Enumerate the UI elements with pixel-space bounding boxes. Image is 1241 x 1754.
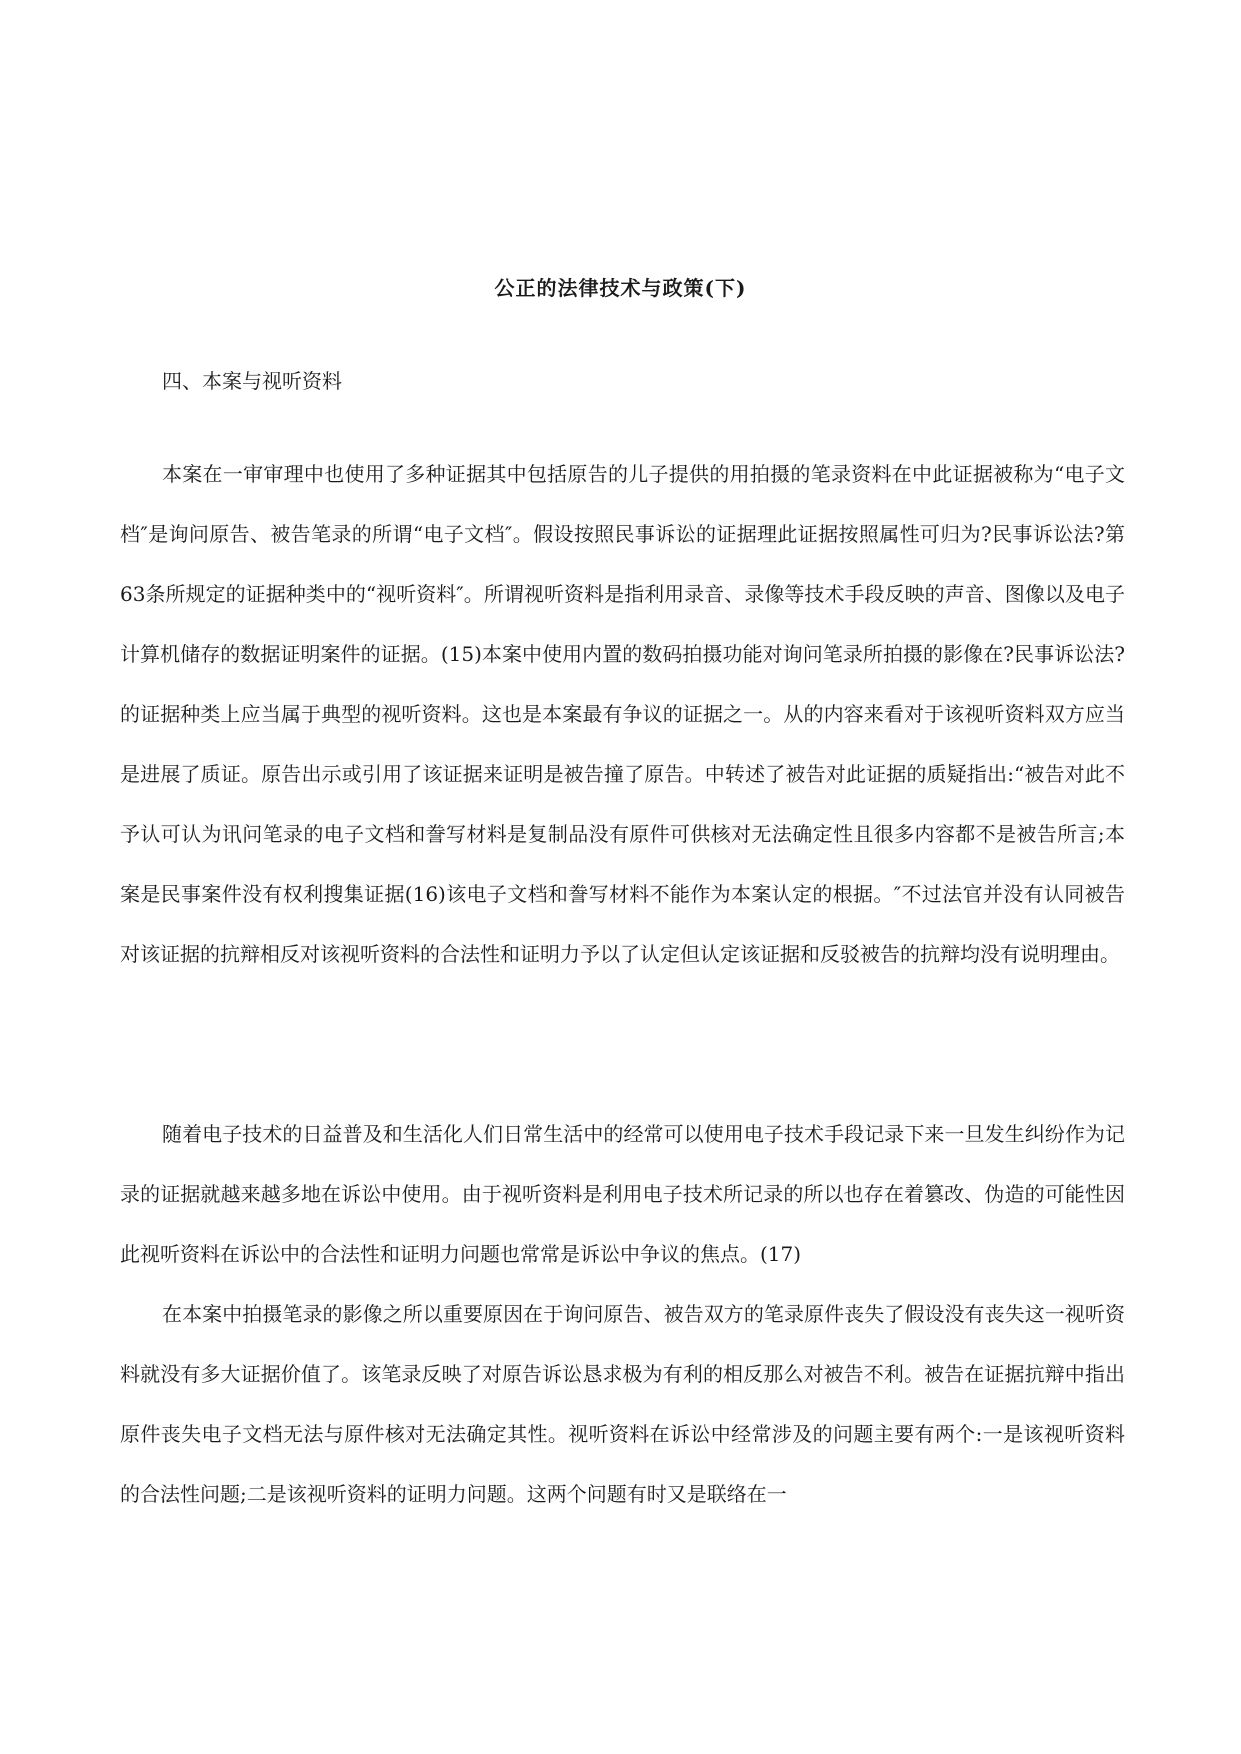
section-heading: 四、本案与视听资料 (162, 369, 342, 393)
paragraph: 随着电子技术的日益普及和生活化人们日常生活中的经常可以使用电子技术手段记录下来一旦发生纠纷作为记录的证据就越来越多地在诉讼中使用。由于视听资料是利用电子技术所记录的所以也存在着篡改、伪造的可能性因此视听资料在诉讼中的合法性和证明力问题也常常是诉讼中争议的焦点。(17) (120, 1122, 1125, 1266)
paragraph: 本案在一审审理中也使用了多种证据其中包括原告的儿子提供的用拍摄的笔录资料在中此证据被称为“电子文档″是询问原告、被告笔录的所谓“电子文档″。假设按照民事诉讼的证据理此证据按照属性可归为?民事诉讼法?第63条所规定的证据种类中的“视听资料″。所谓视听资料是指利用录音、录像等技术手段反映的声音、图像以及电子计算机储存的数据证明案件的证据。(15)本案中使用内置的数码拍摄功能对询问笔录所拍摄的影像在?民事诉讼法?的证据种类上应当属于典型的视听资料。这也是本案最有争议的证据之一。从的内容来看对于该视听资料双方应当是进展了质证。原告出示或引用了该证据来证明是被告撞了原告。中转述了被告对此证据的质疑指出:“被告对此不予认可认为讯问笔录的电子文档和誊写材料是复制品没有原件可供核对无法确定性且很多内容都不是被告所言;本案是民事案件没有权利搜集证据(16)该电子文档和誊写材料不能作为本案认定的根据。″不过法官并没有认同被告对该证据的抗辩相反对该视听资料的合法性和证明力予以了认定但认定该证据和反驳被告的抗辩均没有说明理由。 (120, 462, 1125, 966)
document-title: 公正的法律技术与政策(下) (494, 276, 747, 300)
paragraph: 在本案中拍摄笔录的影像之所以重要原因在于询问原告、被告双方的笔录原件丧失了假设没有丧失这一视听资料就没有多大证据价值了。该笔录反映了对原告诉讼恳求极为有利的相反那么对被告不利。被告在证据抗辩中指出原件丧失电子文档无法与原件核对无法确定其性。视听资料在诉讼中经常涉及的问题主要有两个:一是该视听资料的合法性问题;二是该视听资料的证明力问题。这两个问题有时又是联络在一 (120, 1302, 1125, 1506)
